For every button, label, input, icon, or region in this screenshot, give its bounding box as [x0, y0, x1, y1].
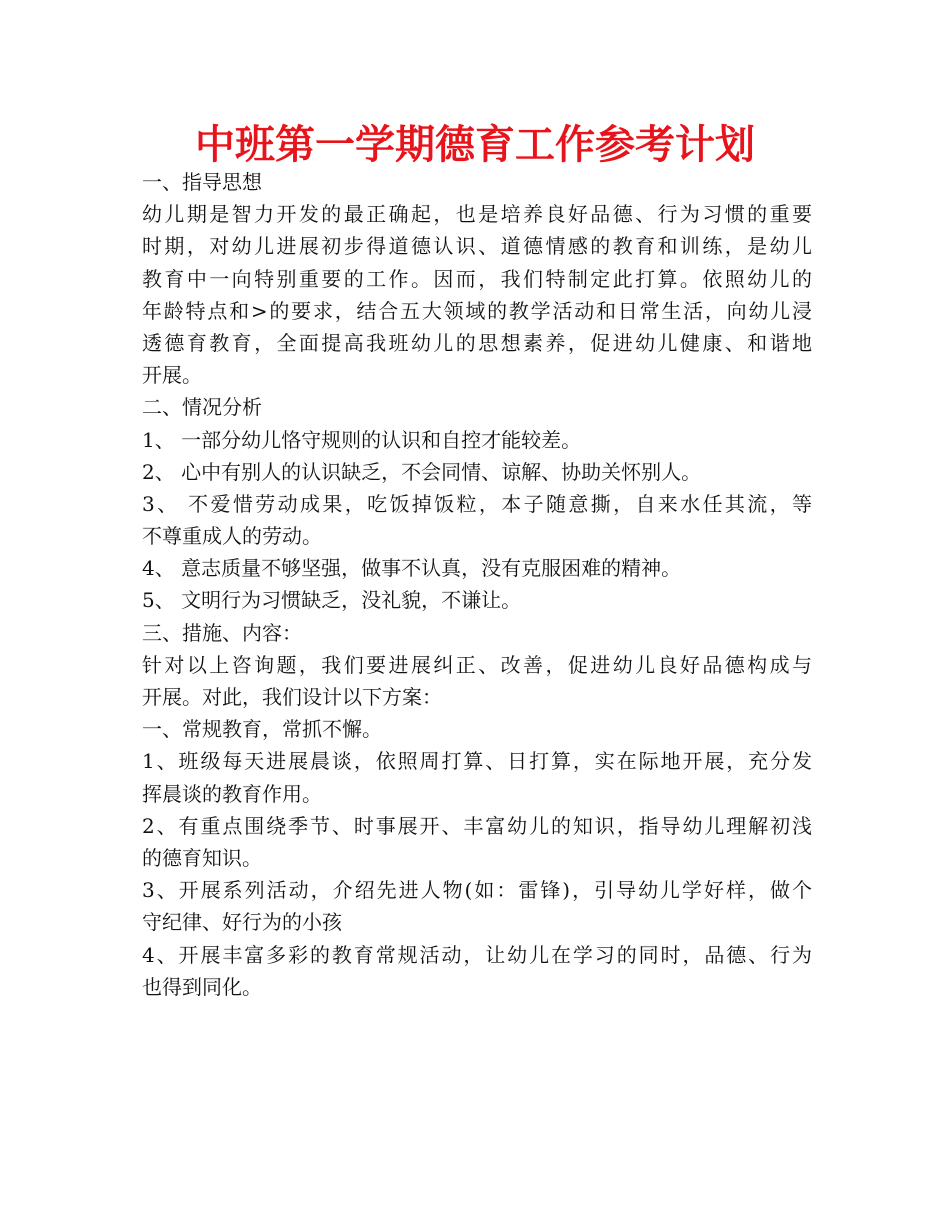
paragraph-line: 1、班级每天进展晨谈，依照周打算、日打算，实在际地开展，充分发	[142, 749, 812, 774]
paragraph-line: 2、有重点围绕季节、时事展开、丰富幼儿的知识，指导幼儿理解初浅	[142, 813, 812, 838]
paragraph-line: 一、指导思想	[142, 170, 262, 194]
paragraph-line: 4、开展丰富多彩的教育常规活动，让幼儿在学习的同时，品德、行为	[142, 942, 812, 967]
paragraph-line: 开展。对此，我们设计以下方案：	[142, 685, 442, 709]
document-body	[142, 166, 812, 1003]
paragraph-line: 教育中一向特别重要的工作。因而，我们特制定此打算。依照幼儿的	[142, 266, 812, 291]
paragraph-line: 开展。	[142, 363, 202, 388]
paragraph-line: 三、措施、内容：	[142, 620, 302, 645]
paragraph-line: 也得到同化。	[142, 974, 262, 999]
paragraph-line: 5、 文明行为习惯缺乏，没礼貌，不谦让。	[142, 588, 522, 613]
paragraph-line: 挥晨谈的教育作用。	[142, 781, 322, 806]
paragraph-line: 1、 一部分幼儿恪守规则的认识和自控才能较差。	[142, 427, 582, 452]
paragraph-line: 二、情况分析	[142, 395, 262, 420]
paragraph-line: 一、常规教育，常抓不懈。	[142, 717, 382, 742]
paragraph-line: 4、 意志质量不够坚强，做事不认真，没有克服困难的精神。	[142, 556, 682, 581]
paragraph-line: 幼儿期是智力开发的最正确起，也是培养良好品德、行为习惯的重要	[142, 202, 812, 227]
paragraph-line: 的德育知识。	[142, 845, 262, 870]
paragraph-line: 3、开展系列活动，介绍先进人物(如：雷锋)，引导幼儿学好样，做个	[142, 878, 812, 903]
document-title: 中班第一学期德育工作参考计划	[195, 122, 755, 168]
paragraph-line: 3、 不爱惜劳动成果，吃饭掉饭粒，本子随意撕，自来水任其流，等	[142, 491, 812, 516]
paragraph-line: 时期，对幼儿进展初步得道德认识、道德情感的教育和训练，是幼儿	[142, 234, 812, 259]
paragraph-line: 守纪律、好行为的小孩	[142, 910, 342, 935]
paragraph-line: 针对以上咨询题，我们要进展纠正、改善，促进幼儿良好品德构成与	[142, 652, 812, 677]
paragraph-line: 2、 心中有别人的认识缺乏，不会同情、谅解、协助关怀别人。	[142, 459, 702, 484]
paragraph-line: 不尊重成人的劳动。	[142, 524, 322, 549]
paragraph-line: 年龄特点和>的要求，结合五大领域的教学活动和日常生活，向幼儿浸	[142, 298, 812, 323]
paragraph-line: 透德育教育，全面提高我班幼儿的思想素养，促进幼儿健康、和谐地	[142, 330, 812, 355]
